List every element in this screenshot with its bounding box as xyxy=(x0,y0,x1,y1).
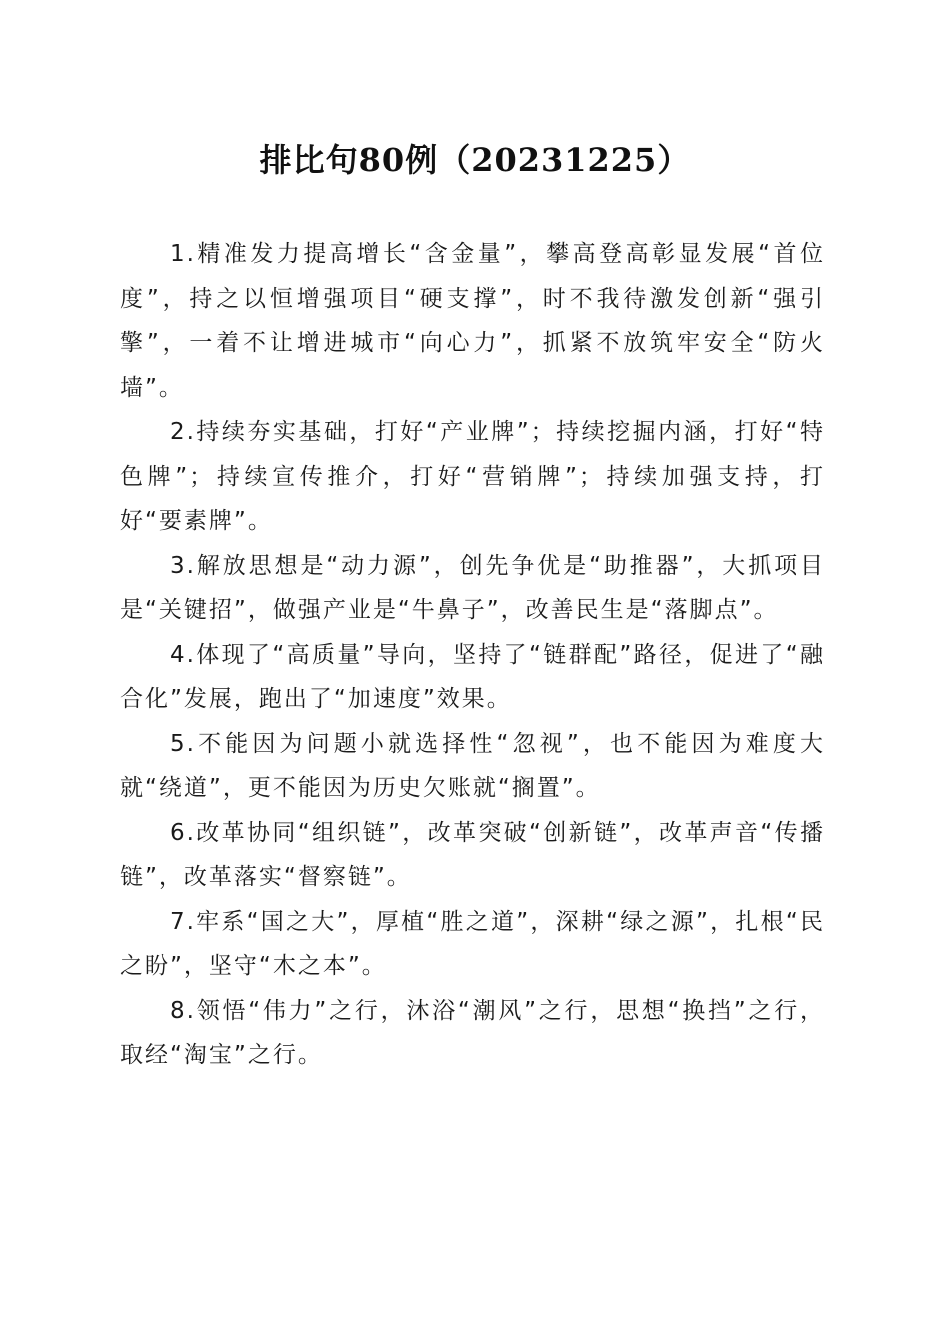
paragraph-8: 8.领悟“伟力”之行，沐浴“潮风”之行，思想“换挡”之行，取经“淘宝”之行。 xyxy=(120,997,825,1068)
document-title: 排比句80例（20231225） xyxy=(259,141,691,179)
paragraph-1: 1.精准发力提高增长“含金量”，攀高登高彰显发展“首位度”，持之以恒增强项目“硬支撑”，时不我待激发创新“强引擎”，一着不让增进城市“向心力”，抓紧不放筑牢安全“防火墙”。 xyxy=(120,241,825,401)
paragraph-7: 7.牢系“国之大”，厚植“胜之道”，深耕“绿之源”，扎根“民之盼”，坚守“木之本”。 xyxy=(120,908,825,979)
paragraph-3: 3.解放思想是“动力源”，创先争优是“助推器”，大抓项目是“关键招”，做强产业是“牛鼻子”，改善民生是“落脚点”。 xyxy=(120,552,825,623)
document-body xyxy=(120,232,825,1078)
paragraph-5: 5.不能因为问题小就选择性“忽视”，也不能因为难度大就“绕道”，更不能因为历史欠账就“搁置”。 xyxy=(120,730,825,801)
paragraph-4: 4.体现了“高质量”导向，坚持了“链群配”路径，促进了“融合化”发展，跑出了“加速度”效果。 xyxy=(120,641,825,712)
paragraph-2: 2.持续夯实基础，打好“产业牌”；持续挖掘内涵，打好“特色牌”；持续宣传推介，打好“营销牌”；持续加强支持，打好“要素牌”。 xyxy=(120,419,825,534)
paragraph-6: 6.改革协同“组织链”，改革突破“创新链”，改革声音“传播链”，改革落实“督察链”。 xyxy=(120,819,825,890)
